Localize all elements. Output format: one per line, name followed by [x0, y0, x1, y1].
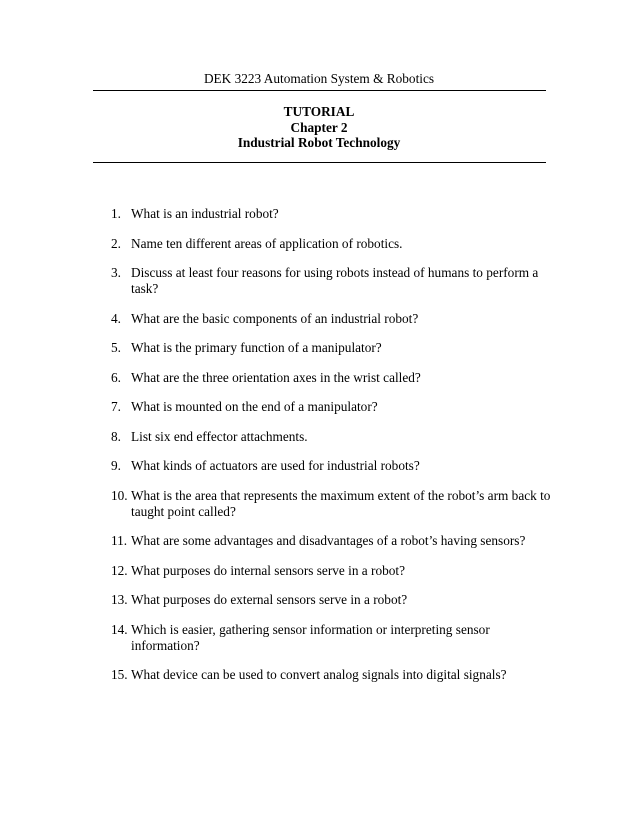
question-number: 9.: [111, 458, 121, 473]
question-item: [111, 592, 551, 608]
question-text: What are some advantages and disadvantages of a robot’s having sensors?: [131, 533, 526, 548]
question-item: [111, 265, 551, 297]
question-number: 4.: [111, 310, 121, 326]
question-item: [111, 488, 551, 520]
question-item: [111, 236, 551, 252]
question-item: [111, 622, 551, 654]
question-item: [111, 340, 551, 356]
question-text: What purposes do external sensors serve in a robot?: [131, 592, 408, 607]
question-item: [111, 311, 551, 327]
question-item: [111, 533, 551, 549]
question-number: 2.: [111, 235, 121, 251]
question-text: Which is easier, gathering sensor information or interpreting sensor information?: [131, 621, 490, 653]
question-text: What is an industrial robot?: [131, 206, 279, 221]
question-item: [111, 399, 551, 415]
question-item: [111, 563, 551, 579]
question-number: 1.: [111, 206, 121, 221]
question-text: What are the three orientation axes in the wrist called?: [131, 369, 421, 385]
heading-topic: Industrial Robot Technology: [237, 135, 401, 150]
question-text: Name ten different areas of application of robotics.: [131, 235, 403, 251]
question-item: [111, 206, 551, 222]
question-text: What kinds of actuators are used for industrial robots?: [131, 458, 420, 473]
question-number: 6.: [111, 369, 121, 385]
question-item: [111, 429, 551, 445]
question-number: 5.: [111, 340, 121, 355]
question-text: What are the basic components of an industrial robot?: [131, 310, 419, 326]
question-text: What purposes do internal sensors serve in a robot?: [131, 562, 405, 578]
course-title: DEK 3223 Automation System & Robotics: [203, 71, 435, 86]
question-number: 11.: [111, 533, 128, 548]
question-text: What device can be used to convert analog signals into digital signals?: [131, 667, 507, 682]
top-divider: [93, 90, 546, 91]
question-number: 15.: [111, 667, 128, 682]
heading-chapter: Chapter 2: [290, 119, 348, 135]
question-number: 13.: [111, 592, 128, 607]
question-text: Discuss at least four reasons for using robots instead of humans to perform a task?: [131, 265, 539, 296]
question-number: 8.: [111, 428, 121, 444]
question-list: [111, 206, 551, 697]
question-number: 10.: [111, 487, 128, 503]
question-number: 14.: [111, 621, 128, 637]
question-number: 12.: [111, 562, 128, 578]
question-number: 7.: [111, 399, 121, 414]
question-text: List six end effector attachments.: [131, 428, 308, 444]
question-number: 3.: [111, 265, 121, 280]
question-text: What is the area that represents the maximum extent of the robot’s arm back to taught point called?: [131, 487, 551, 519]
question-item: [111, 667, 551, 683]
tutorial-heading: [0, 104, 638, 151]
heading-tutorial: TUTORIAL: [283, 104, 355, 119]
question-text: What is mounted on the end of a manipulator?: [131, 399, 378, 414]
question-text: What is the primary function of a manipulator?: [131, 340, 382, 355]
question-item: [111, 458, 551, 474]
question-item: [111, 370, 551, 386]
bottom-divider: [93, 162, 546, 163]
